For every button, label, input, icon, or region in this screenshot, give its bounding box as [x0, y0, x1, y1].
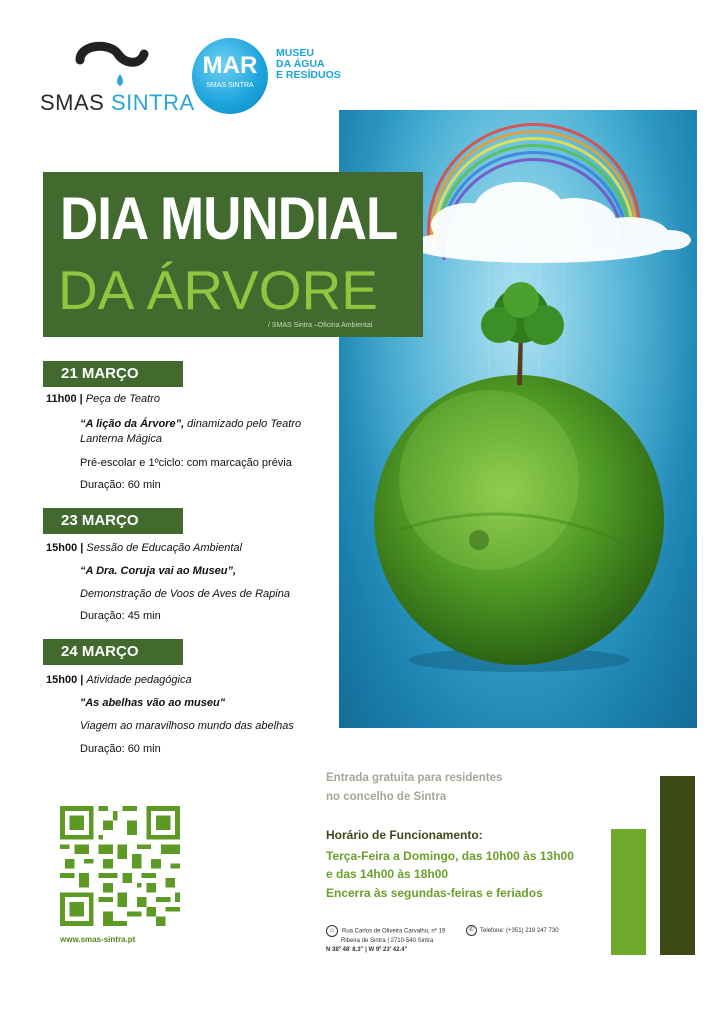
event3-time-line: 15h00 | Atividade pedagógica	[46, 674, 192, 686]
home-icon: ⌂	[326, 925, 338, 937]
page-subtitle: DA ÁRVORE	[58, 259, 378, 321]
mar-subtext: SMAS SINTRA	[206, 82, 254, 89]
address-block: ⌂ Rua Carlos de Oliveira Carvalho, nº 19 Ribeira de Sintra | 2710-540 Sintra N 38º 48' 8.3'' | W 9º 23' 42.4''	[326, 927, 446, 953]
date-badge-21-marco: 21 MARÇO	[43, 361, 183, 387]
smas-sintra-logo	[40, 40, 195, 120]
event1-time-line: 11h00 | Peça de Teatro	[46, 393, 160, 405]
event2-time-line: 15h00 | Sessão de Educação Ambiental	[46, 542, 242, 554]
event2-duration: Duração: 45 min	[80, 610, 161, 622]
title-credit: / SMAS Sintra –Oficina Ambiental	[268, 322, 373, 329]
free-entry-line1: Entrada gratuita para residentes	[326, 772, 503, 784]
hours-line2: e das 14h00 às 18h00	[326, 867, 449, 881]
event2-title: “A Dra. Coruja vai ao Museu”,	[80, 565, 237, 577]
event3-title: "As abelhas vão ao museu"	[80, 697, 225, 709]
website-link[interactable]: www.smas-sintra.pt	[60, 935, 136, 944]
event2-detail: Demonstração de Voos de Aves de Rapina	[80, 588, 290, 600]
page-title: DIA MUNDIAL	[60, 185, 398, 252]
hours-line3: Encerra às segundas-feiras e feriados	[326, 886, 543, 900]
hours-title: Horário de Funcionamento:	[326, 828, 483, 842]
phone-block: ✆ Telefone: (+351) 219 247 730	[466, 925, 559, 936]
qr-code-icon[interactable]	[60, 806, 180, 926]
phone-icon: ✆	[466, 925, 477, 936]
mar-museum-logo	[192, 38, 342, 118]
event1-title: “A lição da Árvore”, dinamizado pelo Teatro	[80, 418, 302, 430]
mar-text: MAR	[202, 52, 258, 79]
smas-swoosh-icon	[72, 40, 152, 88]
free-entry-line2: no concelho de Sintra	[326, 791, 447, 803]
date-badge-24-marco: 24 MARÇO	[43, 639, 183, 665]
event1-audience: Pré-escolar e 1ºciclo: com marcação prévia	[80, 457, 292, 469]
decorative-bar-dark	[660, 776, 695, 955]
museu-label: MUSEU DA ÁGUA E RESÍDUOS	[276, 47, 341, 81]
event3-detail: Viagem ao maravilhoso mundo das abelhas	[80, 720, 294, 732]
event1-title-cont: Lanterna Mágica	[80, 433, 162, 445]
date-badge-23-marco: 23 MARÇO	[43, 508, 183, 534]
event1-duration: Duração: 60 min	[80, 479, 161, 491]
event3-duration: Duração: 60 min	[80, 743, 161, 755]
smas-wordmark: SMAS SINTRA	[40, 90, 195, 115]
hours-line1: Terça-Feira a Domingo, das 10h00 às 13h00	[326, 849, 574, 863]
decorative-bar-light	[611, 829, 646, 955]
